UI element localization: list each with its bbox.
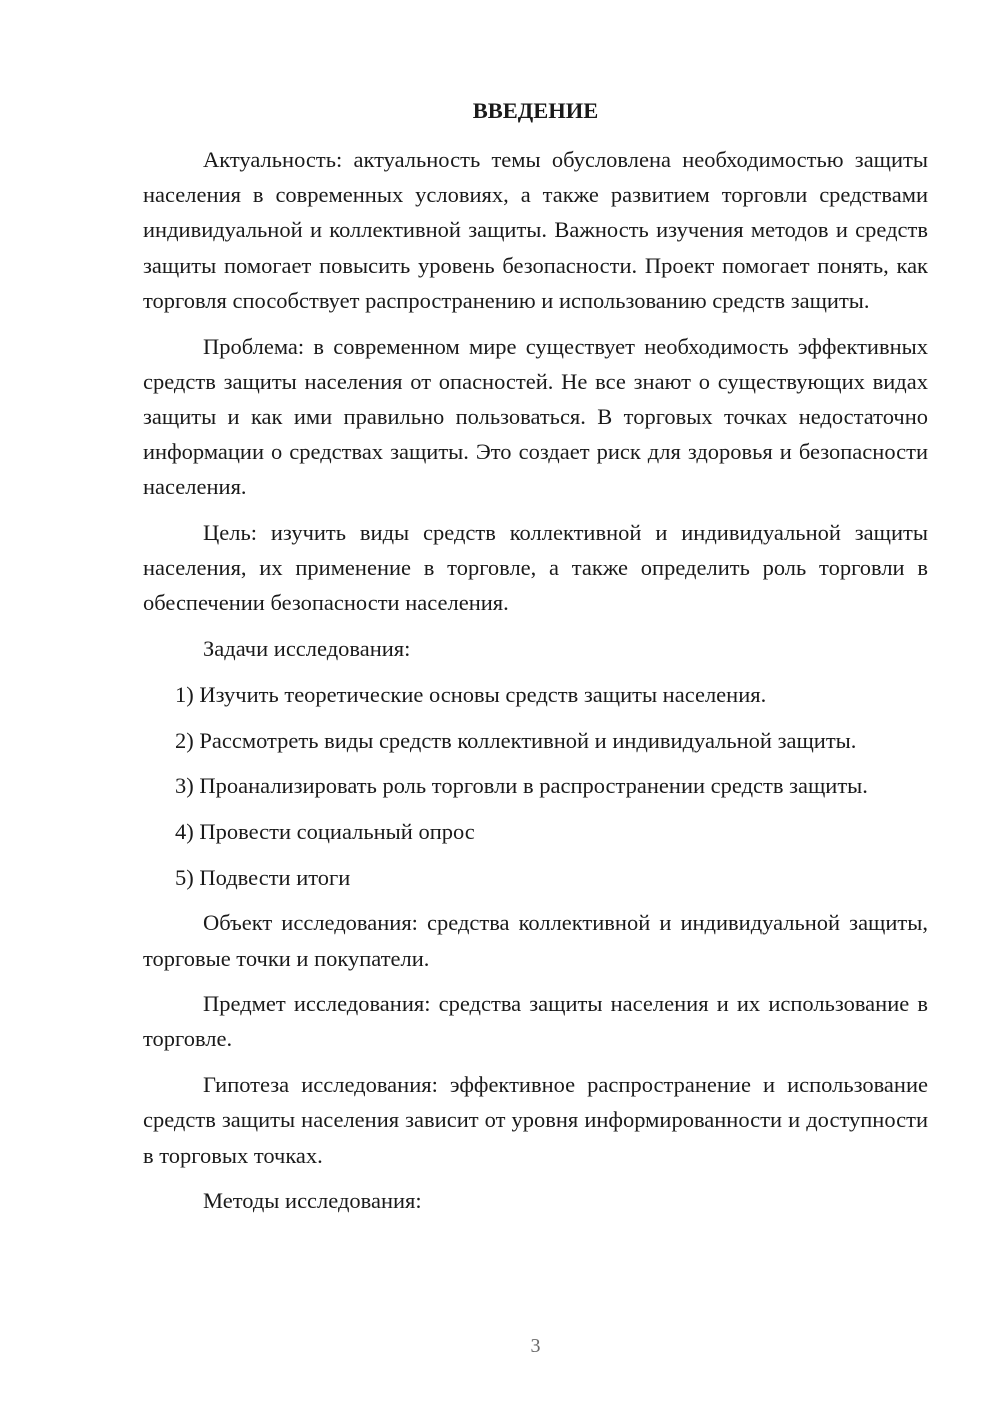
paragraph-tasks-heading: Задачи исследования: [203,636,411,662]
task-item-4: 4) Провести социальный опрос [175,818,475,844]
paragraph-methods: Методы исследования: [203,1188,422,1214]
paragraph-object: Объект исследования: средства коллективной и индивидуальной защиты, торговые точки и покупатели. [143,910,928,971]
paragraph-goal: Цель: изучить виды средств коллективной и индивидуальной защиты населения, их применение в торговле, а также определить роль торговли в обеспечении безопасности населения. [143,520,928,616]
document-body [143,142,928,1229]
task-item-5: 5) Подвести итоги [175,864,351,890]
page-title: ВВЕДЕНИЕ [472,98,599,123]
paragraph-problem: Проблема: в современном мире существует необходимость эффективных средств защиты населения от опасностей. Не все знают о существующих видах защиты и как ими правильно пользоваться. В торговых точках недостаточно информации о средствах защиты. Это создает риск для здоровья и безопасности населения. [143,333,928,500]
paragraph-hypothesis: Гипотеза исследования: эффективное распространение и использование средств защиты населения зависит от уровня информированности и доступности в торговых точках. [143,1072,928,1168]
document-page [143,0,928,1414]
page-number: 3 [530,1335,541,1357]
paragraph-relevance: Актуальность: актуальность темы обусловлена необходимостью защиты населения в современных условиях, а также развитием торговли средствами индивидуальной и коллективной защиты. Важность изучения методов и средств защиты помогает повысить уровень безопасности. Проект помогает понять, как торговля способствует распространению и использованию средств защиты. [143,147,928,313]
task-item-3: 3) Проанализировать роль торговли в распространении средств защиты. [175,773,868,799]
paragraph-subject: Предмет исследования: средства защиты населения и их использование в торговле. [143,991,928,1052]
task-item-2: 2) Рассмотреть виды средств коллективной и индивидуальной защиты. [175,727,857,753]
task-item-1: 1) Изучить теоретические основы средств защиты населения. [175,681,767,707]
